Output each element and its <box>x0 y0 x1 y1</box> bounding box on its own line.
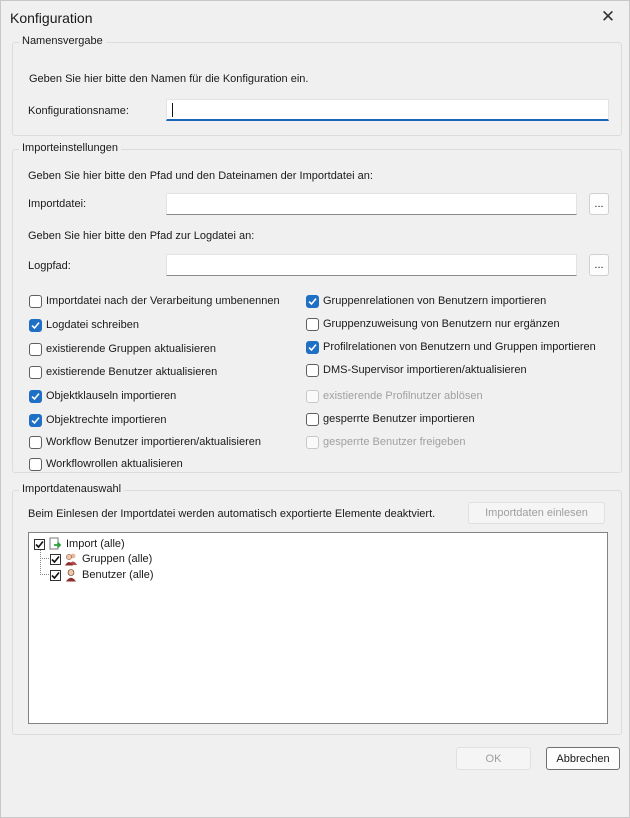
tree-connector <box>40 574 49 575</box>
tree-label-groups: Gruppen (alle) <box>82 553 153 565</box>
naming-instruction: Geben Sie hier bitte den Namen für die Konfiguration ein. <box>29 73 309 85</box>
option-label: Objektrechte importieren <box>46 414 167 426</box>
config-name-label: Konfigurationsname: <box>28 105 129 117</box>
import-icon <box>48 537 62 551</box>
option-label: Importdatei nach der Verarbeitung umbenennen <box>46 295 280 307</box>
option-checkbox[interactable] <box>29 341 216 357</box>
import-data-tree[interactable] <box>28 532 608 724</box>
option-checkbox[interactable] <box>29 293 280 309</box>
import-file-input[interactable] <box>166 193 577 215</box>
option-checkbox[interactable] <box>306 316 560 332</box>
tree-checkbox-users[interactable] <box>50 570 61 581</box>
title-bar <box>1 1 629 34</box>
option-label: DMS-Supervisor importieren/aktualisieren <box>323 364 527 376</box>
naming-group <box>12 35 622 136</box>
config-name-input[interactable] <box>166 99 609 121</box>
checkbox-checked-icon[interactable] <box>29 390 42 403</box>
option-label: Workflowrollen aktualisieren <box>46 458 183 470</box>
log-path-instruction: Geben Sie hier bitte den Pfad zur Logdatei an: <box>28 230 255 242</box>
option-label: Gruppenzuweisung von Benutzern nur ergänzen <box>323 318 560 330</box>
import-file-browse-button[interactable]: ... <box>589 193 609 215</box>
option-label: gesperrte Benutzer freigeben <box>323 436 466 448</box>
user-icon <box>64 568 78 582</box>
option-label: existierende Profilnutzer ablösen <box>323 390 483 402</box>
dialog-title: Konfiguration <box>10 10 93 26</box>
tree-label-users: Benutzer (alle) <box>82 569 154 581</box>
option-label: existierende Benutzer aktualisieren <box>46 366 218 378</box>
option-checkbox[interactable] <box>29 364 217 380</box>
tree-item-groups[interactable] <box>50 551 152 567</box>
checkbox-unchecked-icon[interactable] <box>306 364 319 377</box>
checkbox-unchecked-icon <box>306 436 319 449</box>
checkbox-unchecked-icon[interactable] <box>29 436 42 449</box>
option-checkbox[interactable] <box>306 293 546 309</box>
option-checkbox[interactable] <box>306 339 596 355</box>
log-path-input[interactable] <box>166 254 577 276</box>
cancel-button[interactable]: Abbrechen <box>546 747 620 770</box>
read-import-data-button[interactable]: Importdaten einlesen <box>468 502 605 524</box>
option-label: Objektklauseln importieren <box>46 390 177 402</box>
checkbox-unchecked-icon[interactable] <box>306 413 319 426</box>
checkbox-unchecked-icon[interactable] <box>306 318 319 331</box>
option-checkbox <box>306 434 465 450</box>
checkbox-checked-icon[interactable] <box>29 319 42 332</box>
close-icon[interactable]: ✕ <box>600 7 616 26</box>
option-checkbox[interactable] <box>306 411 475 427</box>
option-label: existierende Gruppen aktualisieren <box>46 343 216 355</box>
option-checkbox <box>306 388 483 404</box>
tree-checkbox-import[interactable] <box>34 539 45 550</box>
checkbox-unchecked-icon[interactable] <box>29 458 42 471</box>
option-label: Profilrelationen von Benutzern und Gruppen importieren <box>323 341 596 353</box>
ok-button[interactable]: OK <box>456 747 531 770</box>
import-selection-instruction: Beim Einlesen der Importdatei werden automatisch exportierte Elemente deaktviert. <box>28 508 436 520</box>
tree-label-import: Import (alle) <box>66 538 125 550</box>
tree-connector <box>40 558 49 559</box>
checkbox-checked-icon[interactable] <box>306 295 319 308</box>
option-checkbox[interactable] <box>306 362 527 378</box>
text-caret <box>172 103 173 117</box>
option-checkbox[interactable] <box>29 434 261 450</box>
import-selection-legend: Importdatenauswahl <box>19 483 124 495</box>
option-label: gesperrte Benutzer importieren <box>323 413 475 425</box>
checkbox-unchecked-icon <box>306 390 319 403</box>
tree-connector <box>40 549 41 575</box>
checkbox-unchecked-icon[interactable] <box>29 295 42 308</box>
option-label: Logdatei schreiben <box>46 319 139 331</box>
import-file-label: Importdatei: <box>28 198 87 210</box>
group-users-icon <box>64 552 78 566</box>
tree-checkbox-groups[interactable] <box>50 554 61 565</box>
option-label: Workflow Benutzer importieren/aktualisieren <box>46 436 261 448</box>
log-path-browse-button[interactable]: ... <box>589 254 609 276</box>
checkbox-checked-icon[interactable] <box>306 341 319 354</box>
import-settings-legend: Importeinstellungen <box>19 142 121 154</box>
checkbox-unchecked-icon[interactable] <box>29 366 42 379</box>
import-file-instruction: Geben Sie hier bitte den Pfad und den Dateinamen der Importdatei an: <box>28 170 373 182</box>
checkbox-unchecked-icon[interactable] <box>29 343 42 356</box>
option-checkbox[interactable] <box>29 412 166 428</box>
option-checkbox[interactable] <box>29 456 183 472</box>
tree-item-users[interactable] <box>50 567 154 583</box>
option-label: Gruppenrelationen von Benutzern importieren <box>323 295 547 307</box>
option-checkbox[interactable] <box>29 388 176 404</box>
tree-item-import[interactable] <box>34 536 125 552</box>
naming-legend: Namensvergabe <box>19 35 106 47</box>
checkbox-checked-icon[interactable] <box>29 414 42 427</box>
option-checkbox[interactable] <box>29 317 139 333</box>
log-path-label: Logpfad: <box>28 260 71 272</box>
